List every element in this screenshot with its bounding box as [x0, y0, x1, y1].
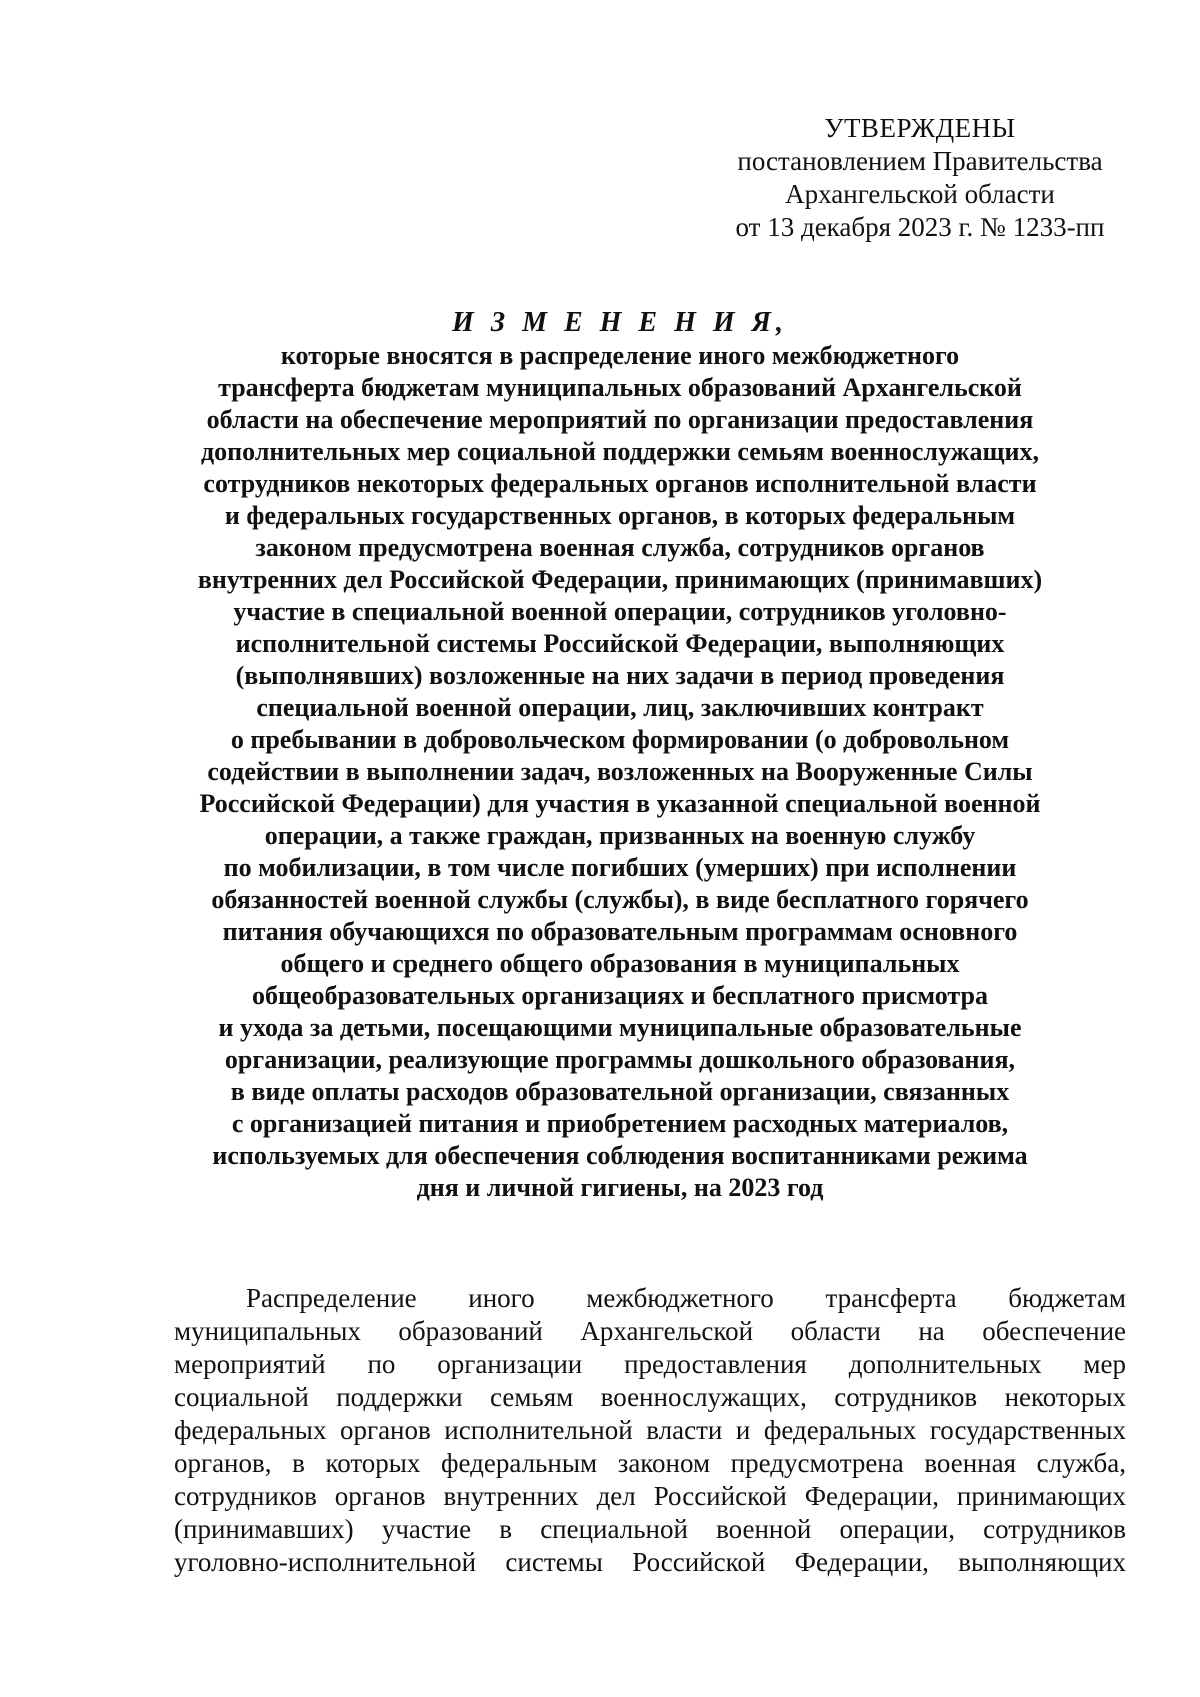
body-line: мероприятий по организации предоставления дополнительных мер	[174, 1349, 1126, 1379]
subtitle-line: содействии в выполнении задач, возложенных на Вооруженные Силы	[207, 757, 1033, 786]
body-line: органов, в которых федеральным законом предусмотрена военная служба,	[174, 1448, 1126, 1478]
subtitle-line: обязанностей военной службы (службы), в виде бесплатного горячего	[211, 885, 1029, 914]
subtitle-line: участие в специальной военной операции, сотрудников уголовно-	[233, 597, 1007, 626]
body-line: Распределение иного межбюджетного трансферта бюджетам	[246, 1283, 1126, 1313]
subtitle-line: дополнительных мер социальной поддержки семьям военнослужащих,	[201, 437, 1039, 466]
approval-heading: УТВЕРЖДЕНЫ	[824, 113, 1016, 143]
subtitle-line: с организацией питания и приобретением расходных материалов,	[231, 1109, 1009, 1138]
subtitle-line: сотрудников некоторых федеральных органов исполнительной власти	[203, 469, 1037, 498]
subtitle-line: операции, а также граждан, призванных на военную службу	[264, 821, 976, 850]
subtitle-line: и ухода за детьми, посещающими муниципальные образовательные	[218, 1013, 1022, 1042]
subtitle-line: используемых для обеспечения соблюдения воспитанниками режима	[212, 1141, 1028, 1170]
approval-region: Архангельской области	[785, 179, 1055, 209]
approval-date-number: от 13 декабря 2023 г. № 1233-пп	[735, 212, 1105, 242]
subtitle-line: общеобразовательных организациях и бесплатного присмотра	[252, 981, 988, 1010]
subtitle-line: в виде оплаты расходов образовательной организации, связанных	[230, 1077, 1010, 1106]
document-subtitle	[120, 340, 1120, 1204]
title-block	[120, 306, 1120, 1204]
body-line: уголовно-исполнительной системы Российской Федерации, выполняющих	[174, 1547, 1126, 1577]
subtitle-line: трансферта бюджетам муниципальных образований Архангельской	[218, 373, 1022, 402]
body-line: (принимавших) участие в специальной военной операции, сотрудников	[174, 1514, 1126, 1544]
subtitle-line: общего и среднего общего образования в муниципальных	[280, 949, 960, 978]
subtitle-line: законом предусмотрена военная служба, сотрудников органов	[255, 533, 985, 562]
body-line: муниципальных образований Архангельской области на обеспечение	[174, 1316, 1126, 1346]
subtitle-line: о пребывании в добровольческом формировании (о добровольном	[230, 725, 1010, 754]
document-title: И З М Е Н Е Н И Я,	[452, 307, 788, 338]
body-paragraph	[174, 1282, 1126, 1579]
body-line: социальной поддержки семьям военнослужащих, сотрудников некоторых	[174, 1382, 1126, 1412]
subtitle-line: специальной военной операции, лиц, заключивших контракт	[256, 693, 984, 722]
subtitle-line: и федеральных государственных органов, в которых федеральным	[224, 501, 1016, 530]
body-line: сотрудников органов внутренних дел Российской Федерации, принимающих	[174, 1481, 1126, 1511]
subtitle-line: (выполнявших) возложенные на них задачи в период проведения	[235, 661, 1005, 690]
subtitle-line: внутренних дел Российской Федерации, принимающих (принимавших)	[197, 565, 1043, 594]
subtitle-line: области на обеспечение мероприятий по организации предоставления	[206, 405, 1034, 434]
approval-authority: постановлением Правительства	[737, 146, 1103, 176]
subtitle-line: по мобилизации, в том числе погибших (умерших) при исполнении	[223, 853, 1017, 882]
subtitle-line: питания обучающихся по образовательным программам основного	[222, 917, 1018, 946]
subtitle-line: организации, реализующие программы дошкольного образования,	[224, 1045, 1016, 1074]
subtitle-line: которые вносятся в распределение иного межбюджетного	[280, 341, 960, 370]
approval-stamp	[700, 112, 1140, 244]
subtitle-line: Российской Федерации) для участия в указанной специальной военной	[199, 789, 1041, 818]
body-line: федеральных органов исполнительной власти и федеральных государственных	[174, 1415, 1126, 1445]
subtitle-line: исполнительной системы Российской Федерации, выполняющих	[235, 629, 1005, 658]
subtitle-line: дня и личной гигиены, на 2023 год	[416, 1173, 824, 1202]
